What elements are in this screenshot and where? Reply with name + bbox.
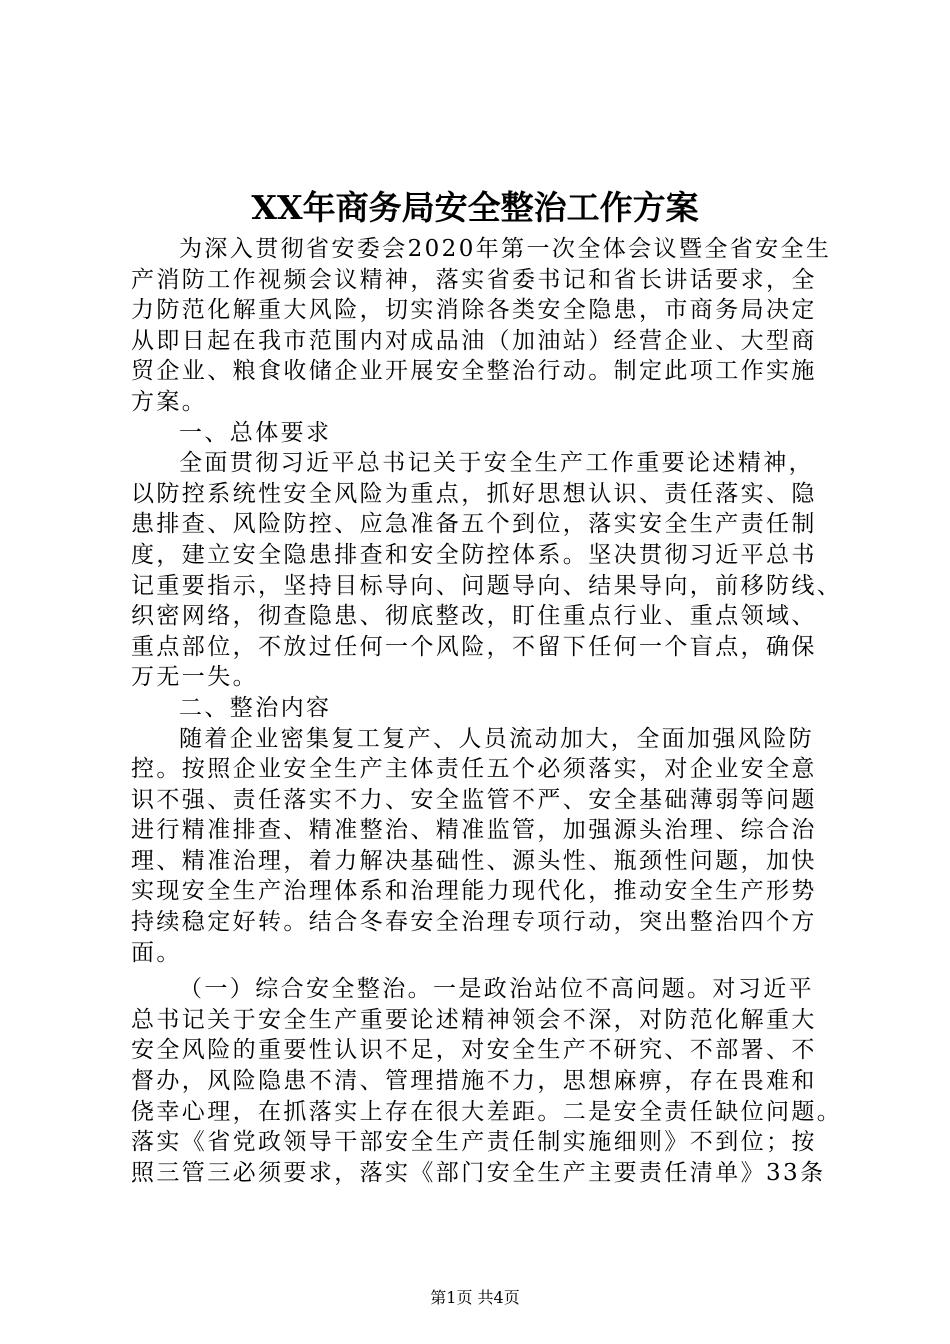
paragraph-line: 力防范化解重大风险，切实消除各类安全隐患，市商务局决定 (131, 297, 817, 324)
paragraph-line: 从即日起在我市范围内对成品油（加油站）经营企业、大型商 (131, 327, 817, 354)
paragraph-line: 产消防工作视频会议精神，落实省委书记和省长讲话要求，全 (131, 266, 817, 293)
paragraph-line: 理、精准治理，着力解决基础性、源头性、瓶颈性问题，加快 (131, 847, 817, 874)
paragraph-line: 度，建立安全隐患排查和安全防控体系。坚决贯彻习近平总书 (131, 541, 817, 568)
paragraph-line: 织密网络，彻查隐患、彻底整改，盯住重点行业、重点领域、 (131, 603, 817, 630)
paragraph-line: 持续稳定好转。结合冬春安全治理专项行动，突出整治四个方 (131, 909, 817, 936)
paragraph-line: 侥幸心理，在抓落实上存在很大差距。二是安全责任缺位问题。 (131, 1098, 843, 1125)
paragraph-line: 控。按照企业安全生产主体责任五个必须落实，对企业安全意 (131, 756, 817, 783)
section-heading: 二、整治内容 (179, 694, 332, 721)
paragraph-line: 进行精准排查、精准整治、精准监管，加强源头治理、综合治 (131, 817, 817, 844)
paragraph-line: 全面贯彻习近平总书记关于安全生产工作重要论述精神， (179, 450, 814, 477)
paragraph-line: 落实《省党政领导干部安全生产责任制实施细则》不到位；按 (131, 1129, 817, 1156)
paragraph-line: 贸企业、粮食收储企业开展安全整治行动。制定此项工作实施 (131, 358, 817, 385)
paragraph-line: 识不强、责任落实不力、安全监管不严、安全基础薄弱等问题 (131, 786, 817, 813)
paragraph-line: 患排查、风险防控、应急准备五个到位，落实安全生产责任制 (131, 511, 817, 538)
page-footer: 第1页 共4页 (430, 1288, 520, 1307)
paragraph-line: 安全风险的重要性认识不足，对安全生产不研究、不部署、不 (131, 1037, 817, 1064)
document-body (131, 234, 843, 1188)
section-heading: 一、总体要求 (179, 419, 332, 446)
paragraph-line: 总书记关于安全生产重要论述精神领会不深，对防范化解重大 (131, 1006, 817, 1033)
paragraph-line: （一）综合安全整治。一是政治站位不高问题。对习近平 (179, 976, 814, 1003)
paragraph-line: 督办，风险隐患不清、管理措施不力，思想麻痹，存在畏难和 (131, 1068, 817, 1095)
paragraph-line: 重点部位，不放过任何一个风险，不留下任何一个盲点，确保 (131, 633, 817, 660)
document-title: XX年商务局安全整治工作方案 (251, 188, 699, 227)
paragraph-line: 随着企业密集复工复产、人员流动加大，全面加强风险防 (179, 725, 814, 752)
paragraph-line: 面。 (131, 939, 182, 966)
paragraph-line: 万无一失。 (131, 664, 258, 691)
paragraph-line: 为深入贯彻省安委会2020年第一次全体会议暨全省安全生 (179, 236, 832, 262)
paragraph-line: 记重要指示，坚持目标导向、问题导向、结果导向，前移防线、 (131, 572, 843, 599)
paragraph-line: 照三管三必须要求，落实《部门安全生产主要责任清单》33条 (131, 1159, 826, 1186)
paragraph-line: 实现安全生产治理体系和治理能力现代化，推动安全生产形势 (131, 878, 817, 905)
paragraph-line: 方案。 (131, 388, 208, 415)
paragraph-line: 以防控系统性安全风险为重点，抓好思想认识、责任落实、隐 (131, 480, 817, 507)
